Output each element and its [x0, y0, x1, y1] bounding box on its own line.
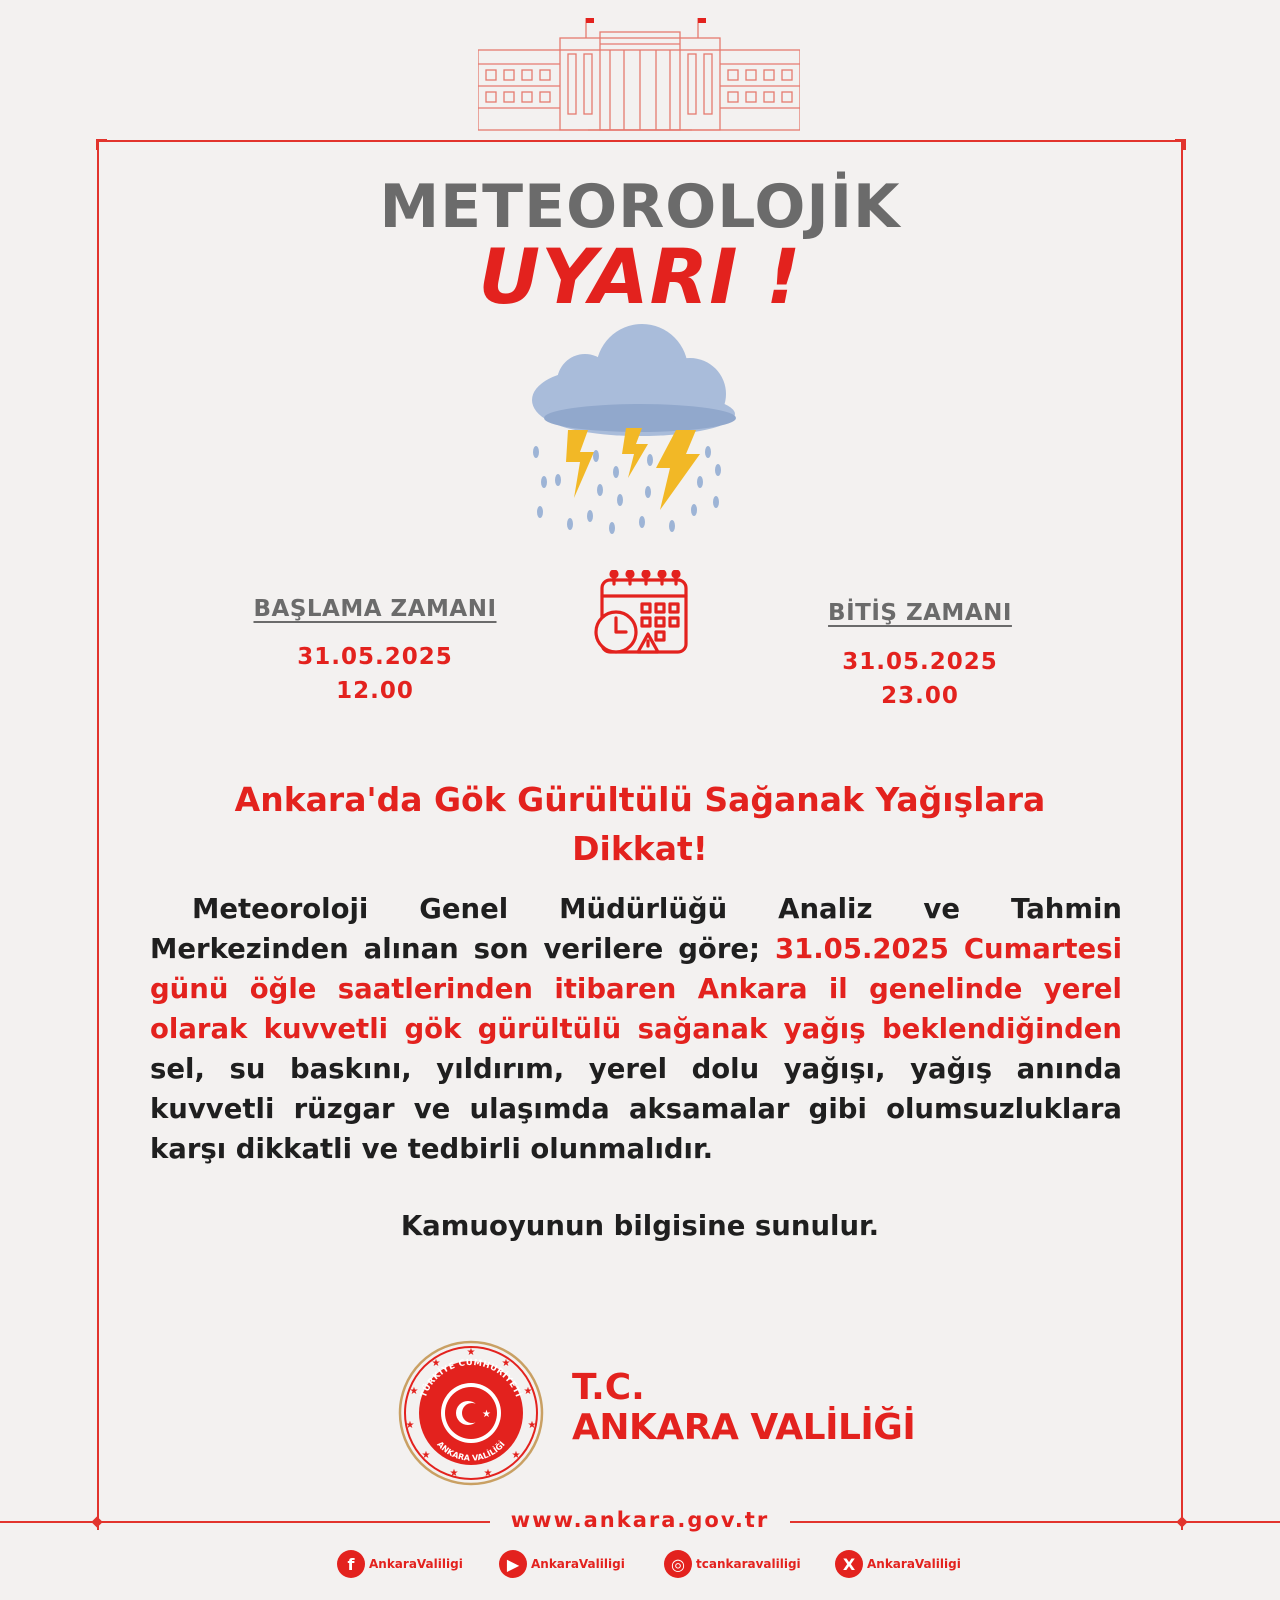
social-handle: AnkaraValiligi [867, 1557, 961, 1571]
calendar-alert-icon [592, 570, 692, 670]
x-icon: X [835, 1550, 863, 1578]
social-youtube[interactable] [499, 1550, 625, 1578]
youtube-icon: ▶ [499, 1550, 527, 1578]
social-facebook[interactable] [337, 1550, 463, 1578]
frame-corner [96, 139, 107, 150]
svg-text:★: ★ [449, 1468, 459, 1479]
start-hour: 12.00 [336, 678, 414, 704]
svg-text:★: ★ [405, 1420, 415, 1431]
org-line-tc: T.C. [572, 1367, 645, 1408]
title-meteorolojik: METEOROLOJİK [379, 172, 901, 242]
body-text-part2: sel, su baskını, yıldırım, yerel dolu yağışı, yağış anında kuvvetli rüzgar ve ulaşımda aksamalar gibi olumsuzluklara karşı dikkatli ve tedbirli olunmalıdır. [150, 1053, 1122, 1165]
svg-text:★: ★ [466, 1347, 476, 1358]
body-text-part1: Meteoroloji Genel Müdürlüğü Analiz ve Tahmin Merkezinden alınan son verilere göre; [150, 893, 1122, 965]
footer-divider-right [790, 1521, 1280, 1523]
frame-left-border [97, 140, 99, 1530]
start-date: 31.05.2025 [297, 644, 453, 670]
svg-text:★: ★ [431, 1358, 441, 1369]
thunderstorm-cloud-icon [530, 322, 740, 542]
svg-text:★: ★ [482, 1409, 491, 1420]
seal-text-bottom: ANKARA VALİLİĞİ [435, 1439, 507, 1463]
social-instagram[interactable] [664, 1550, 801, 1578]
seal-bottom-text-wrap [398, 1340, 544, 1486]
end-time-label: BİTİŞ ZAMANI [828, 600, 1012, 626]
svg-text:★: ★ [409, 1386, 419, 1397]
start-time-label: BAŞLAMA ZAMANI [253, 596, 497, 622]
footer-divider-left [0, 1521, 490, 1523]
website-link[interactable]: www.ankara.gov.tr [510, 1508, 770, 1532]
footer-divider-dot [1176, 1516, 1187, 1527]
footer-divider-dot [91, 1516, 102, 1527]
alert-body [150, 889, 1122, 1169]
social-x[interactable] [835, 1550, 961, 1578]
svg-text:★: ★ [421, 1450, 431, 1461]
body-text-highlight: 31.05.2025 Cumartesi günü öğle saatlerinden itibaren Ankara il genelinde yerel olarak kuvvetli gök gürültülü sağanak yağış beklendiğinden [150, 933, 1122, 1045]
title-uyari: UYARI ! [478, 232, 802, 321]
seal-text-top: TÜRKİYE CUMHURİYETİ [418, 1357, 524, 1399]
end-date: 31.05.2025 [842, 649, 998, 675]
svg-text:★: ★ [483, 1468, 493, 1479]
governorship-building-icon [478, 14, 800, 134]
alert-headline: Ankara'da Gök Gürültülü Sağanak Yağışlara Dikkat! [234, 780, 1046, 868]
frame-top-border [97, 140, 1183, 142]
svg-text:★: ★ [511, 1450, 521, 1461]
end-hour: 23.00 [881, 683, 959, 709]
frame-right-border [1181, 140, 1183, 1530]
svg-text:★: ★ [523, 1386, 533, 1397]
social-handle: AnkaraValiligi [531, 1557, 625, 1571]
facebook-icon: f [337, 1550, 365, 1578]
closing-statement: Kamuoyunun bilgisine sunulur. [400, 1210, 880, 1242]
svg-text:★: ★ [501, 1358, 511, 1369]
social-handle: tcankaravaliligi [696, 1557, 801, 1571]
frame-corner [1175, 139, 1186, 150]
svg-text:★: ★ [527, 1420, 537, 1431]
social-handle: AnkaraValiligi [369, 1557, 463, 1571]
org-line-name: ANKARA VALİLİĞİ [572, 1407, 916, 1448]
instagram-icon: ◎ [664, 1550, 692, 1578]
